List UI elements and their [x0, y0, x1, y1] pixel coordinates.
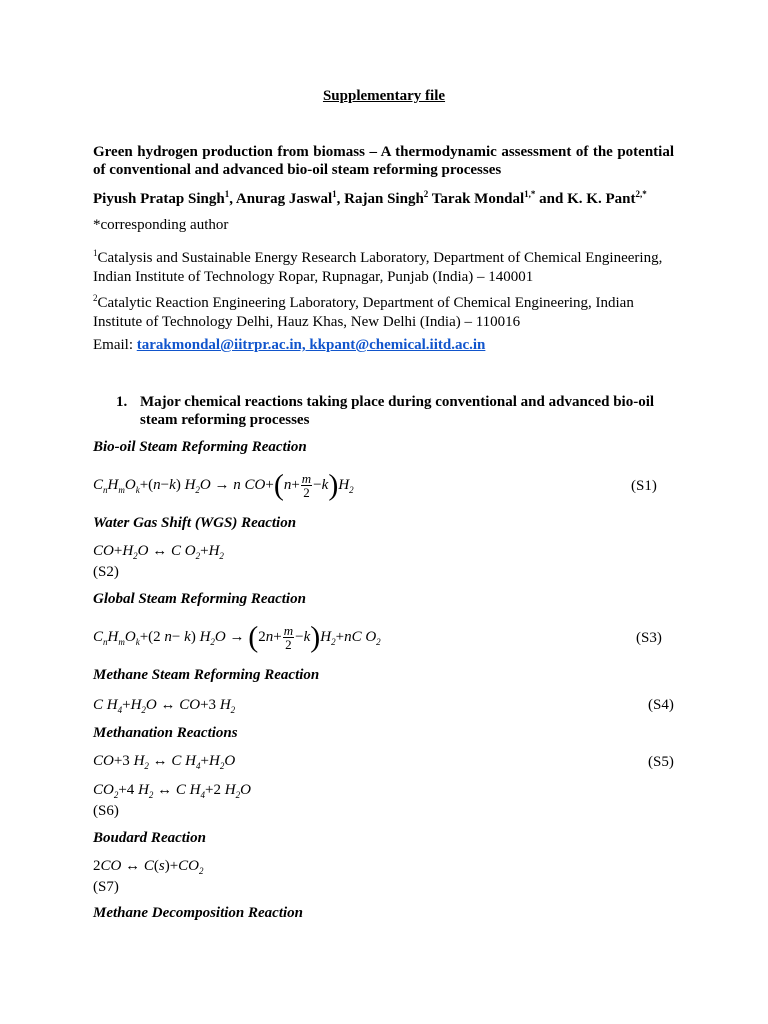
equation-s6: $CO_2+4$ $H_2$ ↔ C $H_4+2$ $H_2O$	[93, 782, 251, 800]
author-name: Tarak Mondal	[431, 191, 525, 207]
author-name: Anurag Jaswal	[235, 191, 333, 207]
section-number: 1.	[116, 394, 128, 410]
equation-s2: $CO+H_2O$ ↔ C $O_2+H_2$	[93, 543, 224, 561]
author-affiliation-mark: 1,*	[524, 189, 536, 199]
author-affiliation-mark: 1	[332, 189, 337, 199]
author-separator: ,	[336, 191, 345, 207]
corresponding-author-note: *corresponding author	[93, 217, 229, 233]
affiliation-text: Catalysis and Sustainable Energy Research Laboratory, Department of Chemical Engineering, Indian Institute of Technology Ropar, Rupnagar, Punjab (India) – 140001	[93, 250, 663, 285]
reaction-heading: Water Gas Shift (WGS) Reaction	[93, 515, 297, 531]
reaction-heading: Methanation Reactions	[93, 725, 238, 741]
affiliation-1	[93, 244, 683, 287]
section-title: Major chemical reactions taking place during conventional and advanced bio-oil steam reforming processes	[140, 394, 655, 428]
document-title: Supplementary file	[322, 88, 446, 104]
email-link[interactable]: tarakmondal@iitrpr.ac.in, kkpant@chemical.iitd.ac.in	[136, 337, 486, 353]
reaction-heading: Methane Decomposition Reaction	[93, 905, 303, 921]
affiliation-mark: 2	[93, 293, 98, 303]
author-separator: ,	[229, 191, 236, 207]
affiliation-2	[93, 289, 683, 332]
equation-s3: $C_nH_mO_k+(2$ n− k) $H_2O \to (2n+$ $\frac{m}{2}$ $-k)H_2+nC$ $O_2$	[93, 620, 381, 654]
equation-label: (S7)	[93, 879, 119, 895]
equation-label: (S6)	[93, 803, 119, 819]
equation-s5: CO+3 $H_2$ ↔ C $H_4+H_2O$	[93, 753, 236, 771]
equation-label: (S2)	[93, 564, 119, 580]
equation-label: (S4)	[648, 697, 674, 713]
equation-label: (S5)	[648, 754, 674, 770]
paper-title: Green hydrogen production from biomass – A thermodynamic assessment of the potential of conventional and advanced bio-oil steam reforming processes	[93, 144, 674, 178]
reaction-heading: Bio-oil Steam Reforming Reaction	[93, 439, 307, 455]
reaction-heading: Global Steam Reforming Reaction	[93, 591, 306, 607]
author-name: K. K. Pant	[567, 191, 636, 207]
author-affiliation-mark: 2,*	[635, 189, 647, 199]
equation-label: (S1)	[631, 478, 657, 494]
email-label: Email:	[93, 337, 137, 353]
author-affiliation-mark: 2	[423, 189, 429, 199]
equation-s4: C $H_4+H_2O$ ↔ CO+3 $H_2$	[93, 697, 236, 715]
author-separator: and	[535, 191, 568, 207]
author-list	[93, 189, 647, 208]
reaction-heading: Boudard Reaction	[93, 830, 206, 846]
author-name: Rajan Singh	[344, 191, 424, 207]
equation-label: (S3)	[636, 630, 662, 646]
affiliation-text: Catalytic Reaction Engineering Laboratory, Department of Chemical Engineering, Indian Institute of Technology Delhi, Hauz Khas, New Delhi (India) – 110016	[93, 295, 634, 330]
author-name: Piyush Pratap Singh	[93, 191, 225, 207]
affiliation-mark: 1	[93, 248, 98, 258]
equation-s7: 2CO ↔ $C(s)+CO_2$	[93, 858, 204, 876]
author-affiliation-mark: 1	[224, 189, 230, 199]
equation-s1: $C_nH_mO_k+(n-k) H_2O \to n$ CO+(n+ $\frac{m}{2}$ $-k)H_2$	[93, 468, 354, 502]
email-line	[93, 337, 485, 354]
reaction-heading: Methane Steam Reforming Reaction	[93, 667, 320, 683]
section-heading	[118, 393, 678, 429]
